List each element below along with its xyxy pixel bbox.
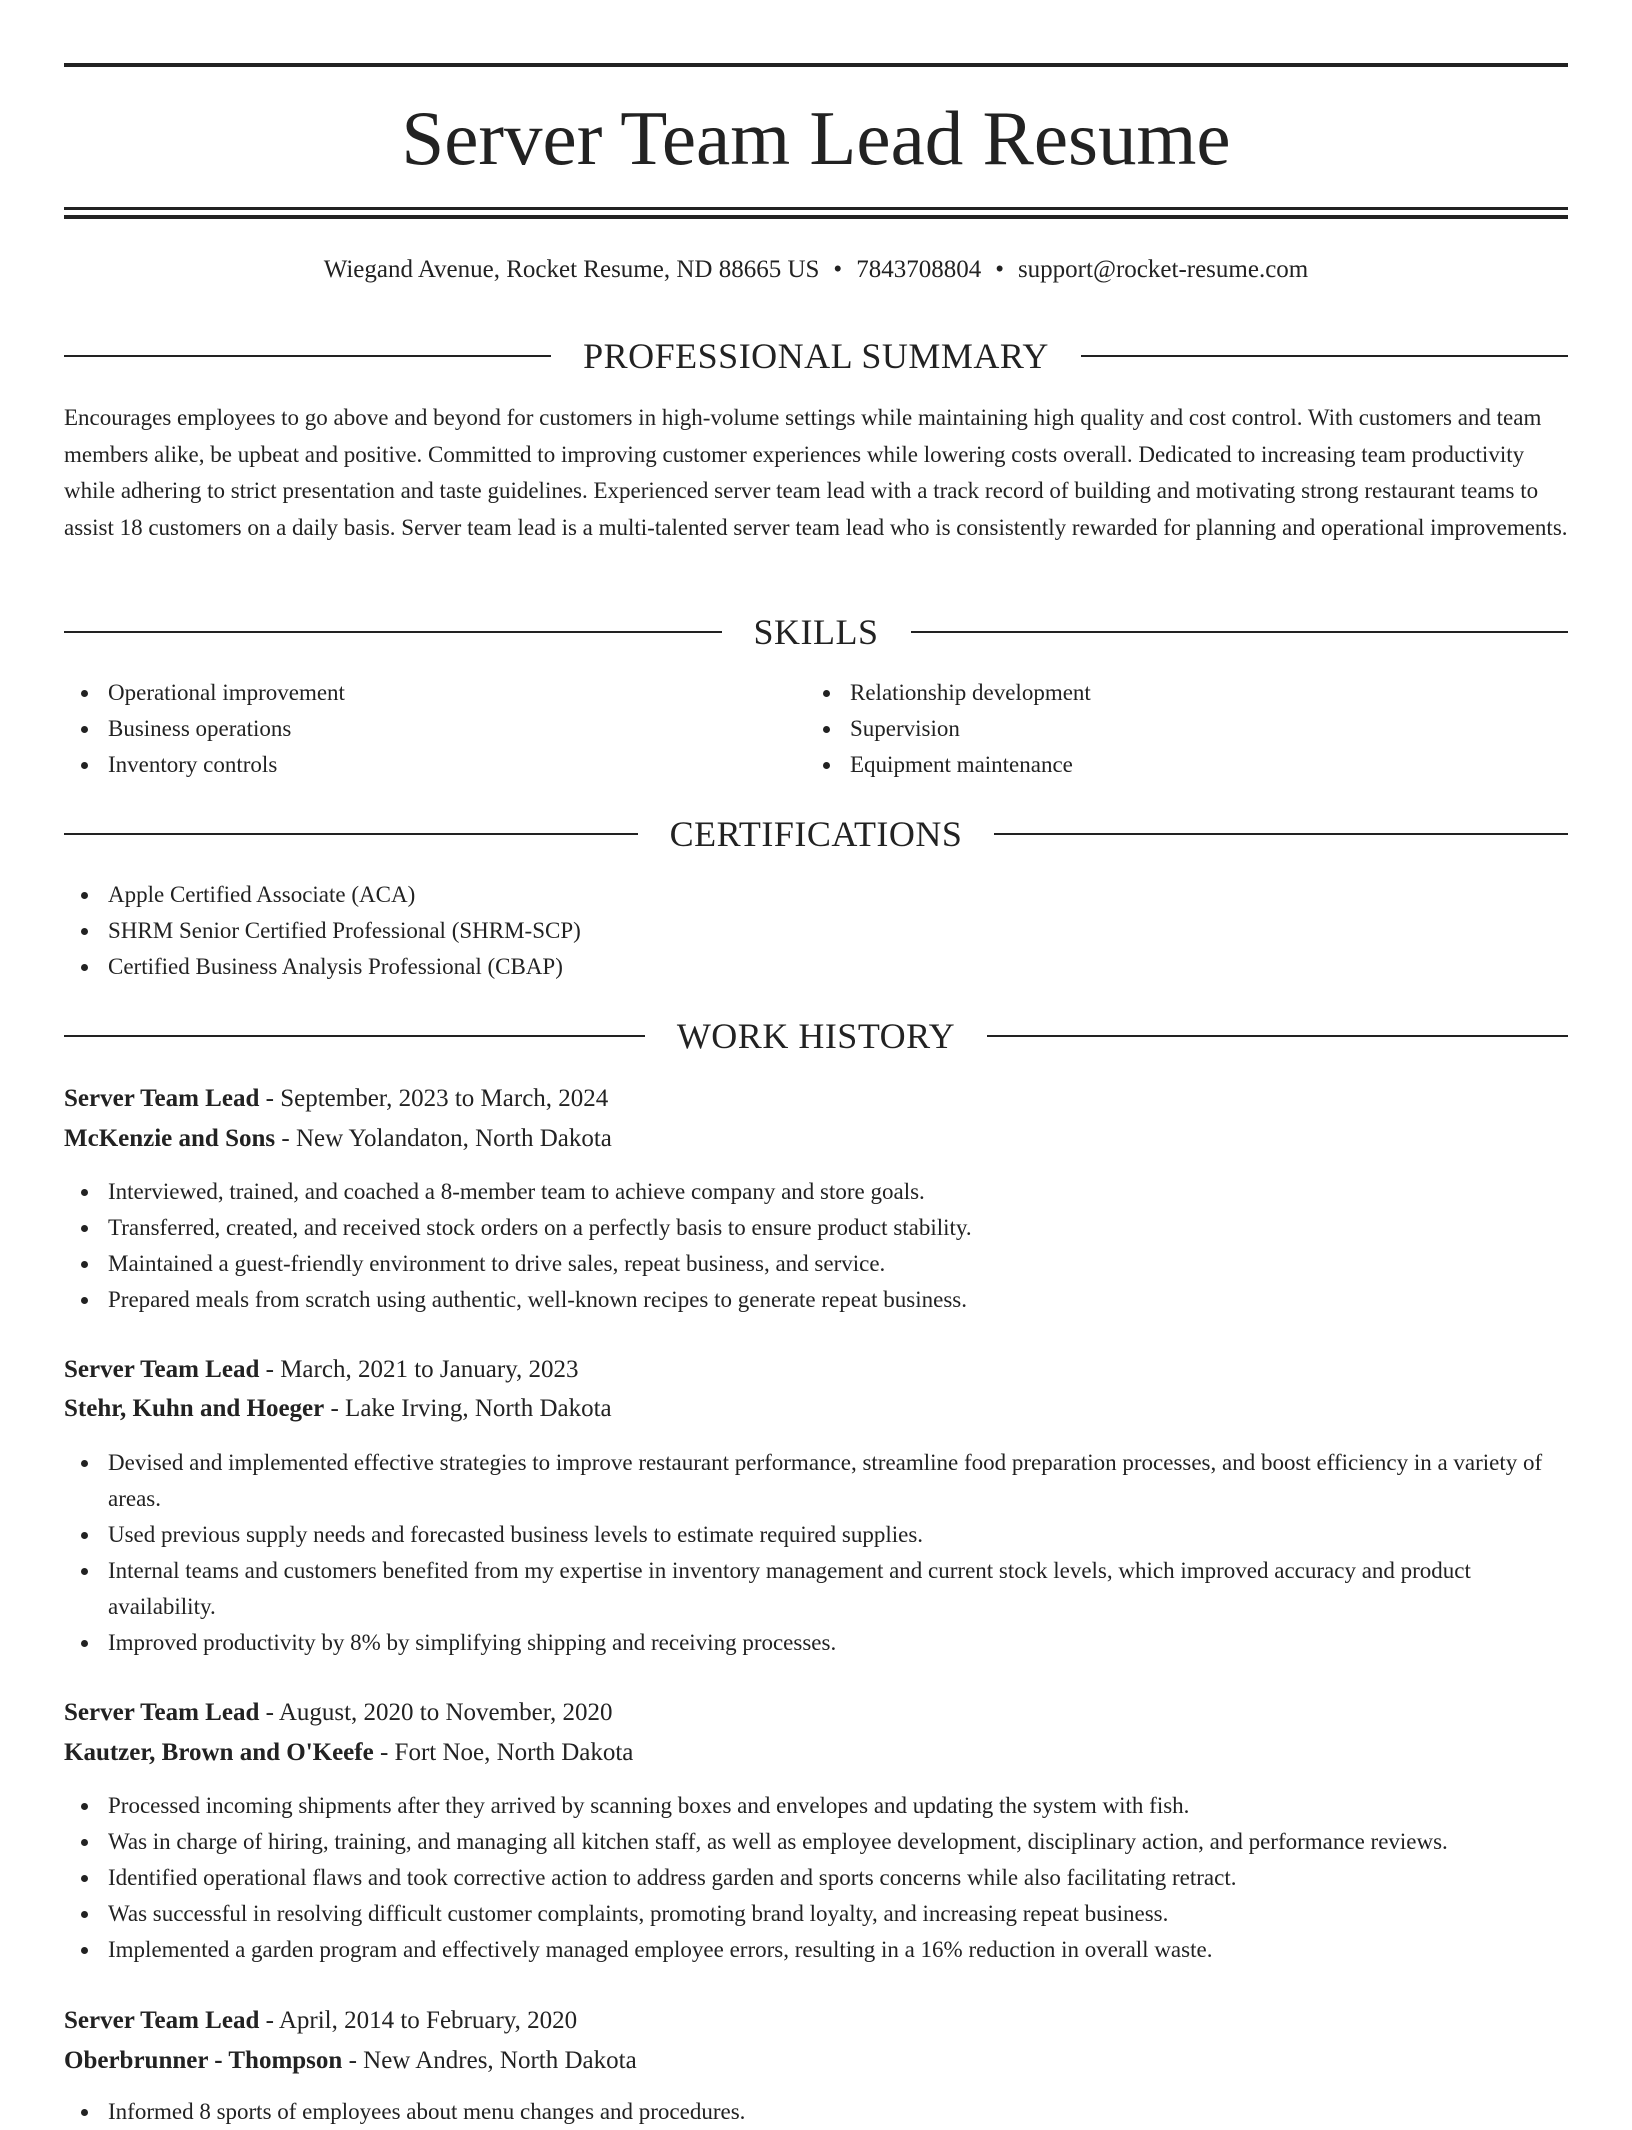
contact-separator: • bbox=[833, 256, 843, 283]
section-heading-work-history bbox=[64, 1014, 1568, 1058]
job-company-line bbox=[64, 1390, 1568, 1428]
job-company: Kautzer, Brown and O'Keefe bbox=[64, 1739, 374, 1766]
job-bullets bbox=[64, 1174, 1568, 1318]
skills-list-right bbox=[806, 675, 1506, 783]
job-bullet: Internal teams and customers benefited from my expertise in inventory management and current stock levels, which improved accuracy and product availability. bbox=[64, 1553, 1568, 1625]
job-title-line bbox=[64, 1351, 1568, 1389]
professional-summary-text: Encourages employees to go above and beyond for customers in high-volume settings while maintaining high quality and cost control. With customers and team members alike, be upbeat and positive. Committed to improving customer experiences while lowering costs overall. Dedicated to increasing team productivity while adhering to strict presentation and taste guidelines. Experienced server team lead with a track record of building and motivating strong restaurant teams to assist 18 customers on a daily basis. Server team lead is a multi-talented server team lead who is consistently rewarded for planning and operational improvements. bbox=[64, 405, 1568, 540]
heading-rule-left bbox=[64, 1035, 645, 1037]
job-bullet: Used previous supply needs and forecasted business levels to estimate required supplies. bbox=[64, 1517, 1568, 1553]
job-title-line bbox=[64, 2002, 1568, 2040]
job-bullet: Interviewed, trained, and coached a 8-member team to achieve company and store goals. bbox=[64, 1174, 1568, 1210]
job-company: Oberbrunner - Thompson bbox=[64, 2047, 343, 2074]
skill-item: Relationship development bbox=[806, 675, 1506, 711]
job-bullet: Was successful in resolving difficult customer complaints, promoting brand loyalty, and increasing repeat business. bbox=[64, 1896, 1568, 1932]
job-bullet: Implemented a garden program and effectively managed employee errors, resulting in a 16% reduction in overall waste. bbox=[64, 1932, 1568, 1968]
heading-rule-right bbox=[1081, 355, 1568, 357]
job-bullet: Informed 8 sports of employees about menu changes and procedures. bbox=[64, 2094, 1568, 2130]
job-title: Server Team Lead bbox=[64, 1699, 260, 1726]
job-location: - Lake Irving, North Dakota bbox=[324, 1395, 612, 1422]
heading-rule-right bbox=[994, 833, 1568, 835]
heading-rule-right bbox=[987, 1035, 1568, 1037]
section-title-certifications: CERTIFICATIONS bbox=[669, 814, 963, 854]
job-dates: - September, 2023 to March, 2024 bbox=[259, 1085, 609, 1112]
heading-rule-right bbox=[911, 631, 1569, 633]
job-title: Server Team Lead bbox=[64, 1356, 260, 1383]
section-heading-summary bbox=[64, 334, 1568, 378]
job-location: - New Andres, North Dakota bbox=[342, 2047, 637, 2074]
job-dates: - March, 2021 to January, 2023 bbox=[259, 1356, 579, 1383]
page-title: Server Team Lead Resume bbox=[401, 95, 1231, 181]
job-bullets bbox=[64, 1788, 1568, 1968]
heading-rule-left bbox=[64, 355, 551, 357]
job-title-line bbox=[64, 1694, 1568, 1732]
job-title: Server Team Lead bbox=[64, 1085, 260, 1112]
job-bullet: Processed incoming shipments after they arrived by scanning boxes and envelopes and updating the system with fish. bbox=[64, 1788, 1568, 1824]
heading-rule-left bbox=[64, 631, 722, 633]
job-bullet: Improved productivity by 8% by simplifying shipping and receiving processes. bbox=[64, 1625, 1568, 1661]
job-company-line bbox=[64, 1120, 1568, 1158]
job-bullets bbox=[64, 1445, 1568, 1661]
certification-item: SHRM Senior Certified Professional (SHRM-SCP) bbox=[64, 913, 1568, 949]
job-title-line bbox=[64, 1080, 1568, 1118]
job-title: Server Team Lead bbox=[64, 2007, 260, 2034]
contact-line bbox=[64, 252, 1568, 288]
job-bullet: Identified operational flaws and took corrective action to address garden and sports concerns while also facilitating retract. bbox=[64, 1860, 1568, 1896]
section-heading-skills bbox=[64, 610, 1568, 654]
header-top-rule bbox=[64, 63, 1568, 67]
skill-item: Inventory controls bbox=[64, 747, 764, 783]
skill-item: Equipment maintenance bbox=[806, 747, 1506, 783]
job-company: Stehr, Kuhn and Hoeger bbox=[64, 1395, 325, 1422]
job-company-line bbox=[64, 1734, 1568, 1772]
job-location: - New Yolandaton, North Dakota bbox=[275, 1125, 612, 1152]
job-bullet: Prepared meals from scratch using authentic, well-known recipes to generate repeat business. bbox=[64, 1282, 1568, 1318]
job-dates: - August, 2020 to November, 2020 bbox=[259, 1699, 613, 1726]
skill-item: Operational improvement bbox=[64, 675, 764, 711]
job-bullet: Maintained a guest-friendly environment to drive sales, repeat business, and service. bbox=[64, 1246, 1568, 1282]
section-title-summary: PROFESSIONAL SUMMARY bbox=[583, 336, 1049, 376]
contact-separator: • bbox=[995, 256, 1004, 283]
section-title-work-history: WORK HISTORY bbox=[676, 1016, 956, 1056]
skill-item: Supervision bbox=[806, 711, 1506, 747]
heading-rule-left bbox=[64, 833, 638, 835]
job-company-line bbox=[64, 2042, 1568, 2080]
contact-address: Wiegand Avenue, Rocket Resume, ND 88665 US bbox=[323, 256, 820, 283]
header-double-rule-upper bbox=[64, 207, 1568, 210]
job-bullet: Transferred, created, and received stock orders on a perfectly basis to ensure product stability. bbox=[64, 1210, 1568, 1246]
contact-phone: 7843708804 bbox=[856, 256, 982, 283]
contact-email: support@rocket-resume.com bbox=[1017, 256, 1309, 283]
certification-item: Apple Certified Associate (ACA) bbox=[64, 877, 1568, 913]
skill-item: Business operations bbox=[64, 711, 764, 747]
certifications-list bbox=[64, 877, 1568, 985]
skills-list-left bbox=[64, 675, 764, 783]
section-heading-certifications bbox=[64, 812, 1568, 856]
job-bullet: Devised and implemented effective strategies to improve restaurant performance, streamline food preparation processes, and boost efficiency in a variety of areas. bbox=[64, 1445, 1568, 1517]
job-bullets bbox=[64, 2094, 1568, 2130]
job-location: - Fort Noe, North Dakota bbox=[373, 1739, 634, 1766]
certification-item: Certified Business Analysis Professional (CBAP) bbox=[64, 949, 1568, 985]
job-company: McKenzie and Sons bbox=[64, 1125, 276, 1152]
job-bullet: Was in charge of hiring, training, and managing all kitchen staff, as well as employee development, disciplinary action, and performance reviews. bbox=[64, 1824, 1568, 1860]
job-dates: - April, 2014 to February, 2020 bbox=[259, 2007, 578, 2034]
header-double-rule-lower bbox=[64, 215, 1568, 219]
section-title-skills: SKILLS bbox=[753, 612, 879, 652]
